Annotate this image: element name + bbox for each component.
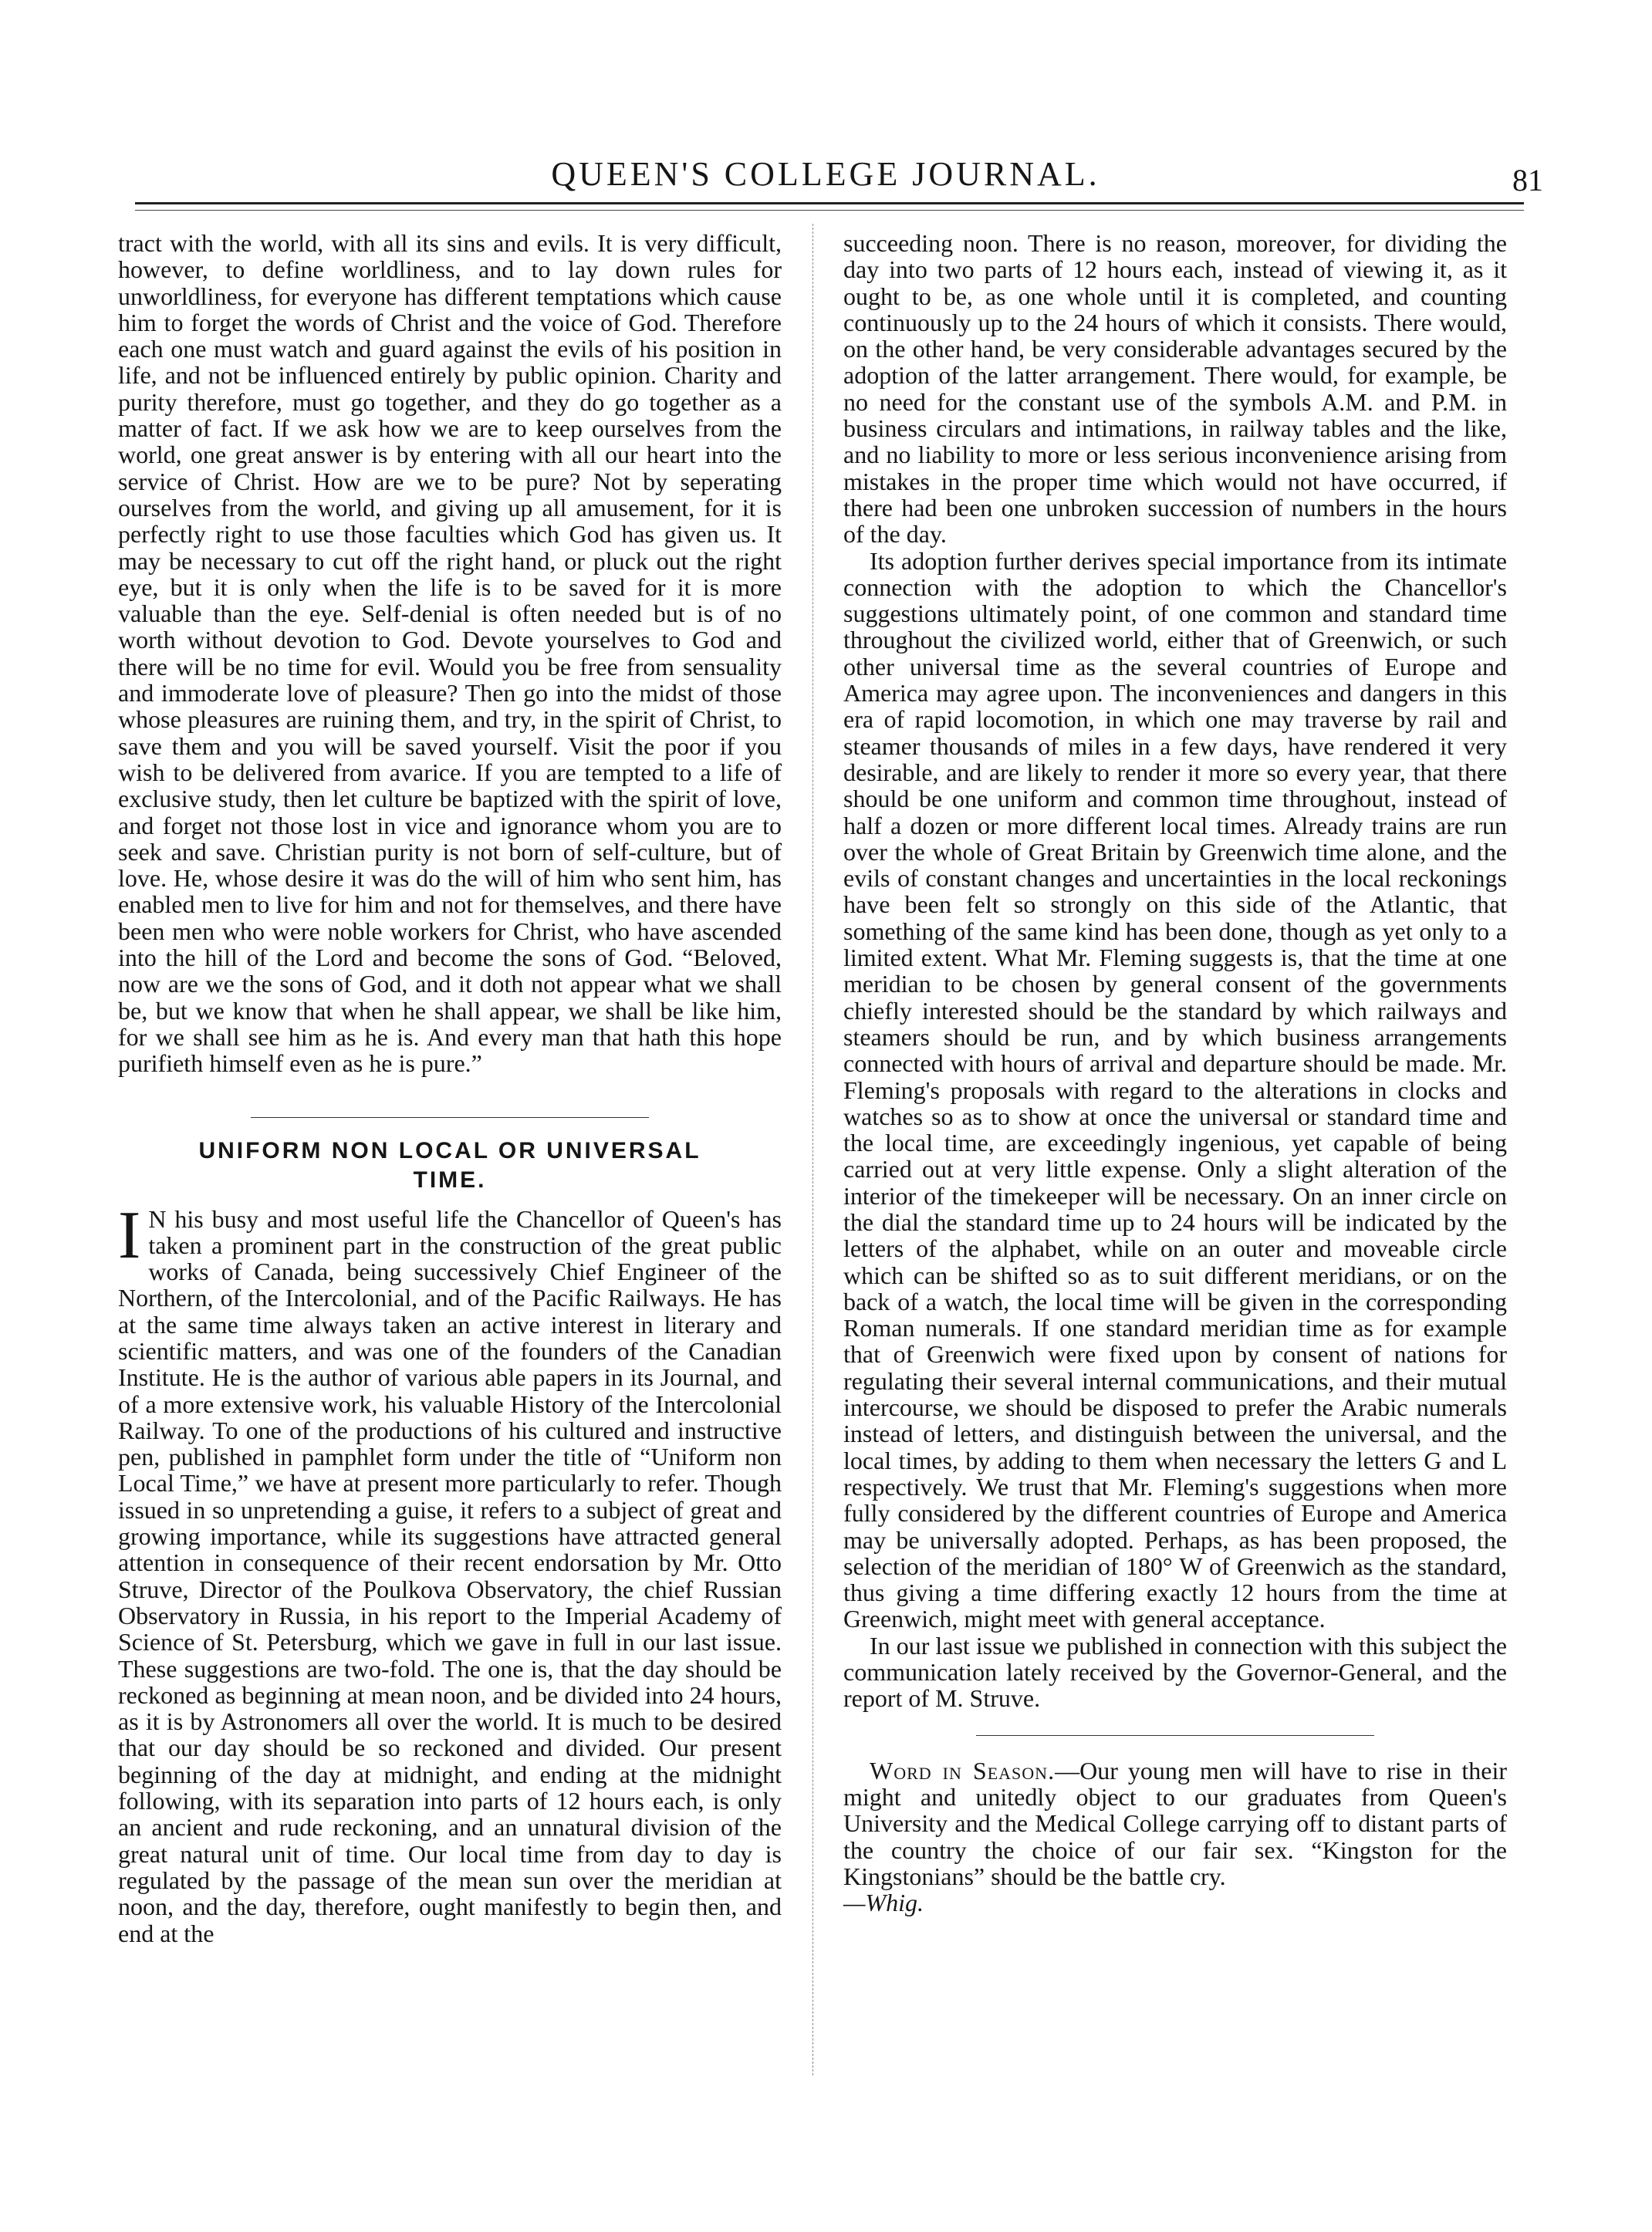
- header-rule-thin: [135, 210, 1524, 211]
- article-paragraph: [118, 1197, 782, 1947]
- article-title-line-1: UNIFORM NON LOCAL OR UNIVERSAL: [198, 1137, 701, 1163]
- section-divider-2: [976, 1735, 1374, 1736]
- drop-cap: I: [118, 1197, 141, 1273]
- left-column: [118, 230, 782, 1947]
- word-in-season-label: Word in Season.: [870, 1756, 1056, 1785]
- continued-paragraph: tract with the world, with all its sins and evils. It is very difficult, however, to define worldliness, and to lay down rules for unworldliness, for everyone has different temptations which cause him to forget the words of Christ and the voice of God. Therefore each one must watch and guard against the evils of his position in life, and not be influenced entirely by public opinion. Charity and purity therefore, must go together, and they do go together as a matter of fact. If we ask how we are to keep ourselves from the world, one great answer is by entering with all our heart into the service of Christ. How are we to be pure? Not by seperating ourselves from the world, and giving up all amusement, for it is perfectly right to use those faculties which God has given us. It may be necessary to cut off the right hand, or pluck out the right eye, but it is only when the life is to be saved for it is more valuable than the eye. Self-denial is often needed but is of no worth without devotion to God. Devote yourselves to God and there will be no time for evil. Would you be free from sensuality and immoderate love of pleasure? Then go into the midst of those whose pleasures are ruining them, and try, in the spirit of Christ, to save them and you will be saved yourself. Visit the poor if you wish to be delivered from avarice. If you are tempted to a life of exclusive study, then let culture be baptized with the spirit of love, and forget not those lost in vice and ignorance whom you are to seek and save. Christian purity is not born of self-culture, but of love. He, whose desire it was do the will of him who sent him, has enabled men to live for him and not for themselves, and there have been men who were noble workers for Christ, who have ascended into the hill of the Lord and become the sons of God. “Beloved, now are we the sons of God, and it doth not appear what we shall be, but we know that when he shall appear, we shall be like him, for we shall see him as he is. And every man that hath this hope purifieth himself even as he is pure.”: [118, 229, 782, 1078]
- word-in-season-source: —Whig.: [843, 1889, 924, 1917]
- running-title: QUEEN'S COLLEGE JOURNAL.: [551, 155, 1100, 193]
- article-title-line-2: TIME.: [413, 1167, 487, 1193]
- right-column: [843, 230, 1507, 1916]
- article-title: [141, 1136, 758, 1195]
- section-divider: [251, 1117, 649, 1118]
- header-rule: [135, 202, 1524, 204]
- word-in-season-text: —Our young men will have to rise in their might and unitedly object to our graduates from Queen's University and the Medical College carrying off to distant parts of the country the choice of our fair sex. “Kingston for the Kingstonians” should be the battle cry.: [843, 1756, 1508, 1890]
- column-divider: [812, 224, 813, 2075]
- word-in-season-paragraph: [843, 1758, 1507, 1916]
- article-paragraph-2: Its adoption further derives special importance from its intimate connection with the adoption to which the Chancellor's suggestions ultimately point, of one common and standard time throughout the civilized world, either that of Greenwich, or such other universal time as the several countries of Europe and America may agree upon. The inconveniences and dangers in this era of rapid locomotion, in which one may traverse by rail and steamer thousands of miles in a few days, have rendered it very desirable, and are likely to render it more so every year, that there should be one uniform and common time throughout, instead of half a dozen or more different local times. Already trains are run over the whole of Great Britain by Greenwich time alone, and the evils of constant changes and uncertainties in the local reckonings have been felt so strongly on this side of the Atlantic, that something of the same kind has been done, though as yet only to a limited extent. What Mr. Fleming suggests is, that the time at one meridian to be chosen by general consent of the governments chiefly interested should be the standard by which railways and steamers should be run, and by which business arrangements connected with hours of arrival and departure should be made. Mr. Fleming's proposals with regard to the alterations in clocks and watches so as to show at once the universal or standard time and the local time, are exceedingly ingenious, yet capable of being carried out at very little expense. Only a slight alteration of the interior of the timekeeper will be necessary. On an inner circle on the dial the standard time up to 24 hours will be indicated by the letters of the alphabet, while on an outer and moveable circle which can be shifted so as to suit different meridians, or on the back of a watch, the local time will be given in the corresponding Roman numerals. If one standard meridian time as for example that of Greenwich were fixed upon by consent of nations for regulating their several internal communications, and their mutual intercourse, we should be disposed to prefer the Arabic numerals instead of letters, and distinguish between the universal, and the local times, by adding to them when necessary the letters G and L respectively. We trust that Mr. Fleming's suggestions when more fully considered by the different countries of Europe and America may be universally adopted. Perhaps, as has been proposed, the selection of the meridian of 180° W of Greenwich as the standard, thus giving a time differing exactly 12 hours from the time at Greenwich, might meet with general acceptance.: [843, 546, 1507, 1633]
- article-paragraph-3: In our last issue we published in connection with this subject the communication lately received by the Governor-General, and the report of M. Struve.: [843, 1631, 1507, 1713]
- page-header: [131, 154, 1543, 208]
- page-number: 81: [1512, 163, 1543, 198]
- article-text: N his busy and most useful life the Chancellor of Queen's has taken a prominent part in the construction of the great public works of Canada, being successively Chief Engineer of the Northern, of the Intercolonial, and of the Pacific Railways. He has at the same time always taken an active interest in literary and scientific matters, and was one of the founders of the Canadian Institute. He is the author of various able papers in its Journal, and of a more extensive work, his valuable History of the Intercolonial Railway. To one of the productions of his cultured and instructive pen, published in pamphlet form under the title of “Uniform non Local Time,” we have at present more particularly to refer. Though issued in so unpretending a guise, it refers to a subject of great and growing importance, while its suggestions have attracted general attention in consequence of their recent endorsation by Mr. Otto Struve, Director of the Poulkova Observatory, the chief Russian Observatory in Russia, in his report to the Imperial Academy of Science of St. Petersburg, which we gave in full in our last issue. These suggestions are two-fold. The one is, that the day should be reckoned as beginning at mean noon, and be divided into 24 hours, as it is by Astronomers all over the world. It is much to be desired that our day should be so reckoned and divided. Our present beginning of the day at midnight, and ending at the midnight following, with its separation into parts of 12 hours each, is only an ancient and rude reckoning, and an unnatural division of the great natural unit of time. Our local time from day to day is regulated by the passage of the mean sun over the meridian at noon, and the day, therefore, ought manifestly to begin then, and end at the: [118, 1204, 782, 1947]
- article-continued-paragraph: succeeding noon. There is no reason, moreover, for dividing the day into two parts of 12 hours each, instead of viewing it, as it ought to be, as one whole until it is completed, and counting continuously up to the 24 hours of which it consists. There would, on the other hand, be very considerable advantages secured by the adoption of the latter arrangement. There would, for example, be no need for the constant use of the symbols A.M. and P.M. in business circulars and intimations, in railway tables and the like, and no liability to more or less serious inconvenience arising from mistakes in the proper time which would not have occurred, if there had been one unbroken succession of numbers in the hours of the day.: [843, 229, 1507, 549]
